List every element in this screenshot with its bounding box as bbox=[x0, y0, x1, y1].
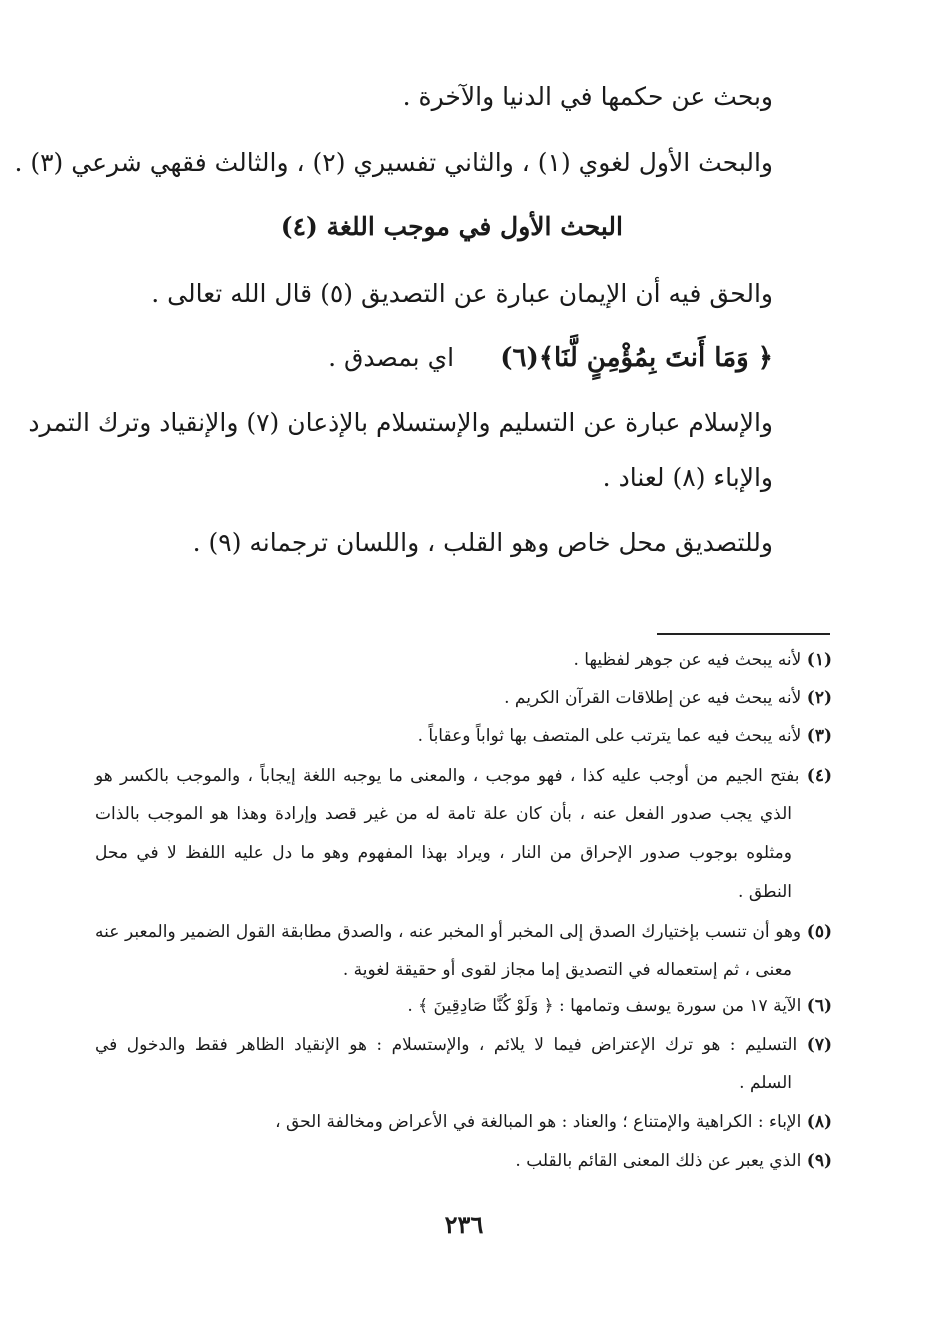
footnote-6 bbox=[95, 993, 832, 1019]
footnote-5-line-2: معنى ، ثم إستعماله في التصديق إما مجاز لقوى أو حقيقة لغوية . bbox=[342, 960, 792, 980]
footnote-divider bbox=[657, 633, 830, 635]
footnote-4-line-3: ومثلوه بوجوب صدور الإحراق من النار ، ويراد بهذا المفهوم وهو ما دل عليه اللفظ لا في محل bbox=[95, 843, 792, 863]
body-line-4b: والإباء (٨) لعناد . bbox=[602, 463, 773, 492]
body-line-4a: والإسلام عبارة عن التسليم والإستسلام بالإذعان (٧) والإنقياد وترك التمرد bbox=[28, 408, 773, 437]
body-line-1: وبحث عن حكمها في الدنيا والآخرة . bbox=[402, 82, 773, 111]
footnote-4-line-2: الذي يجب صدور الفعل عنه ، بأن كان علة تامة له من غير قصد وإرادة وهذا هو الموجب بالذات bbox=[95, 804, 792, 824]
footnote-text: لأنه يبحث فيه عن إطلاقات القرآن الكريم . bbox=[504, 688, 802, 708]
footnote-text: التسليم : هو ترك الإعتراض فيما لا يلائم ، والإستسلام : هو الإنقياد الظاهر فقط والدخول في bbox=[95, 1035, 798, 1055]
footnote-5 bbox=[95, 919, 832, 945]
footnote-text: لأنه يبحث فيه عن جوهر لفظيها . bbox=[573, 650, 802, 670]
footnote-number: (٣) bbox=[806, 726, 832, 746]
footnote-4 bbox=[95, 763, 832, 789]
footnote-text: وهو أن تنسب بإختيارك الصدق إلى المخبر أو المخبر عنه ، والصدق مطابقة القول الضمير والمعبر عنه bbox=[95, 922, 802, 942]
page-number: ٢٣٦ bbox=[444, 1210, 484, 1239]
footnote-1 bbox=[95, 647, 832, 673]
footnote-8 bbox=[95, 1109, 832, 1135]
section-heading: البحث الأول في موجب اللغة (٤) bbox=[280, 212, 623, 241]
footnote-number: (٦) bbox=[806, 996, 832, 1016]
quran-verse: ﴿ وَمَا أَنتَ بِمُؤْمِنٍ لَّنَا﴾(٦) bbox=[500, 343, 773, 373]
footnote-7 bbox=[95, 1032, 832, 1058]
footnote-number: (٩) bbox=[806, 1151, 832, 1171]
footnote-9 bbox=[95, 1148, 832, 1174]
footnote-number: (١) bbox=[806, 650, 832, 670]
body-line-5: وللتصديق محل خاص وهو القلب ، واللسان ترجمانه (٩) . bbox=[192, 528, 773, 557]
verse-gloss: اي بمصدق . bbox=[328, 343, 455, 372]
footnote-number: (٥) bbox=[806, 922, 833, 942]
body-line-3: والحق فيه أن الإيمان عبارة عن التصديق (٥) قال الله تعالى . bbox=[151, 279, 773, 308]
footnote-4-line-4: النطق . bbox=[738, 882, 792, 902]
footnote-text: بفتح الجيم من أوجب عليه كذا ، فهو موجب ، والمعنى ما يوجبه اللغة إيجاباً ، والموجب بالكسر هو bbox=[95, 766, 800, 786]
footnote-number: (٤) bbox=[806, 766, 832, 786]
body-line-2: والبحث الأول لغوي (١) ، والثاني تفسيري (٢) ، والثالث فقهي شرعي (٣) . bbox=[14, 148, 773, 177]
footnote-number: (٨) bbox=[806, 1112, 832, 1132]
footnote-text: الذي يعبر عن ذلك المعنى القائم بالقلب . bbox=[515, 1151, 802, 1171]
footnote-text: الآية ١٧ من سورة يوسف وتمامها : ﴿ وَلَوْ كُنَّا صَادِقِينَ ﴾ . bbox=[407, 996, 802, 1016]
footnote-text: الإباء : الكراهية والإمتناع ؛ والعناد : هو المبالغة في الأعراض ومخالفة الحق ، bbox=[275, 1112, 802, 1132]
footnote-text: لأنه يبحث فيه عما يترتب على المتصف بها ثواباً وعقاباً . bbox=[417, 726, 802, 746]
footnote-2 bbox=[95, 685, 832, 711]
footnote-number: (٢) bbox=[806, 688, 832, 708]
footnote-3 bbox=[95, 723, 832, 749]
footnote-7-line-2: السلم . bbox=[739, 1073, 792, 1093]
footnote-number: (٧) bbox=[806, 1035, 832, 1055]
quran-verse-line bbox=[105, 340, 773, 376]
